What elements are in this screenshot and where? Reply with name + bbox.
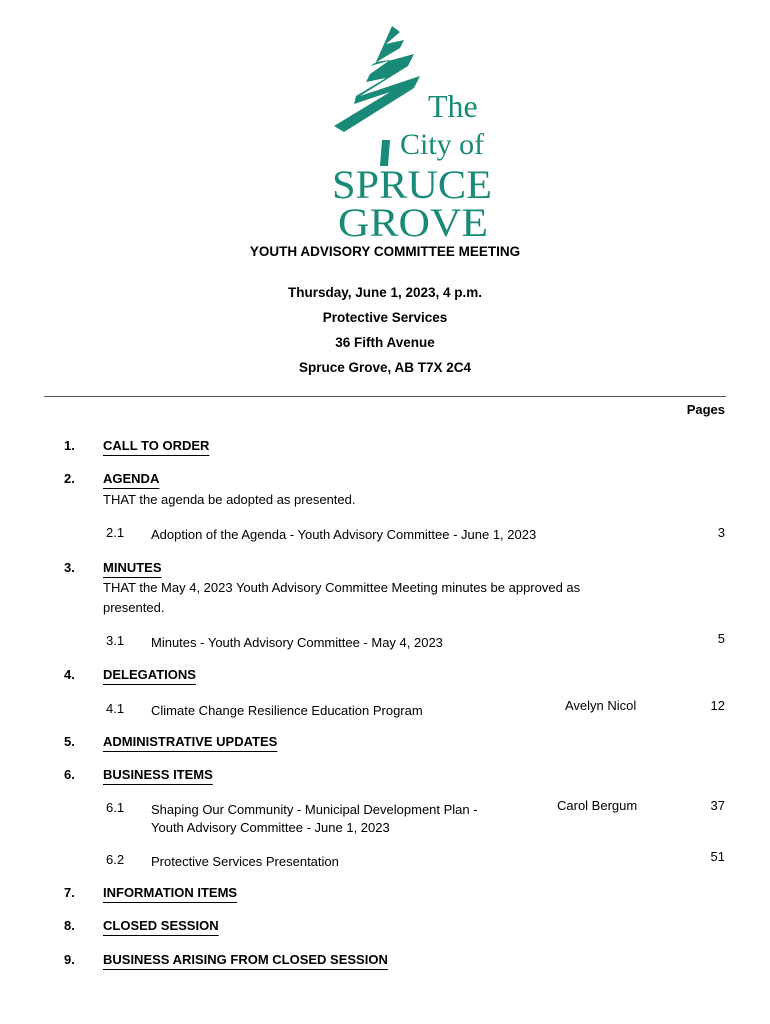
item-title-agenda: AGENDA bbox=[103, 471, 160, 486]
subitem-page: 3 bbox=[717, 525, 725, 540]
minutes-motion: THAT the May 4, 2023 Youth Advisory Committee Meeting minutes be approved as presented. bbox=[103, 580, 581, 615]
subitem-text: Adoption of the Agenda - Youth Advisory Committee - June 1, 2023 bbox=[151, 527, 537, 542]
subitem-text: Minutes - Youth Advisory Committee - May 4, 2023 bbox=[151, 635, 443, 650]
item-number: 4. bbox=[64, 667, 75, 682]
agenda-motion: THAT the agenda be adopted as presented. bbox=[103, 492, 356, 507]
subitem-page: 37 bbox=[710, 798, 725, 813]
meeting-venue: Protective Services bbox=[322, 310, 448, 325]
item-title-business-arising: BUSINESS ARISING FROM CLOSED SESSION bbox=[103, 952, 388, 967]
spruce-tree-logo-icon bbox=[330, 22, 495, 242]
item-title-call-to-order: CALL TO ORDER bbox=[103, 438, 210, 453]
subitem-number: 2.1 bbox=[106, 525, 125, 540]
item-number: 5. bbox=[64, 734, 75, 749]
meeting-title: YOUTH ADVISORY COMMITTEE MEETING bbox=[249, 244, 521, 259]
item-number: 1. bbox=[64, 438, 75, 453]
subitem-text: Climate Change Resilience Education Program bbox=[151, 703, 423, 718]
item-title-delegations: DELEGATIONS bbox=[103, 667, 196, 682]
city-logo bbox=[330, 22, 495, 242]
subitem-presenter: Avelyn Nicol bbox=[565, 698, 637, 713]
logo-text-city-of: City of bbox=[400, 128, 485, 161]
item-number: 9. bbox=[64, 952, 75, 967]
item-number: 7. bbox=[64, 885, 75, 900]
item-number: 8. bbox=[64, 918, 75, 933]
item-number: 2. bbox=[64, 471, 75, 486]
subitem-page: 12 bbox=[710, 698, 725, 713]
item-number: 3. bbox=[64, 560, 75, 575]
meeting-date: Thursday, June 1, 2023, 4 p.m. bbox=[287, 285, 483, 300]
item-title-minutes: MINUTES bbox=[103, 560, 162, 575]
item-title-business-items: BUSINESS ITEMS bbox=[103, 767, 213, 782]
meeting-address: 36 Fifth Avenue bbox=[335, 335, 435, 350]
subitem-page: 5 bbox=[717, 631, 725, 646]
meeting-city: Spruce Grove, AB T7X 2C4 bbox=[298, 360, 472, 375]
logo-text-the: The bbox=[428, 88, 478, 124]
item-title-information-items: INFORMATION ITEMS bbox=[103, 885, 238, 900]
subitem-number: 4.1 bbox=[106, 701, 125, 716]
subitem-text: Protective Services Presentation bbox=[151, 854, 339, 869]
item-number: 6. bbox=[64, 767, 75, 782]
subitem-text-line1: Shaping Our Community - Municipal Development Plan - bbox=[151, 802, 478, 817]
subitem-page: 51 bbox=[710, 849, 725, 864]
subitem-text-line2: Youth Advisory Committee - June 1, 2023 bbox=[151, 820, 390, 835]
subitem-number: 6.2 bbox=[106, 852, 125, 867]
subitem-number: 3.1 bbox=[106, 633, 125, 648]
item-title-closed-session: CLOSED SESSION bbox=[103, 918, 219, 933]
logo-text-spruce: SPRUCE bbox=[332, 162, 492, 207]
subitem-presenter: Carol Bergum bbox=[557, 798, 638, 813]
item-title-administrative-updates: ADMINISTRATIVE UPDATES bbox=[103, 734, 278, 749]
header-divider bbox=[44, 396, 726, 397]
logo-text-grove: GROVE bbox=[338, 200, 488, 242]
pages-column-label: Pages bbox=[686, 402, 725, 417]
subitem-number: 6.1 bbox=[106, 800, 125, 815]
